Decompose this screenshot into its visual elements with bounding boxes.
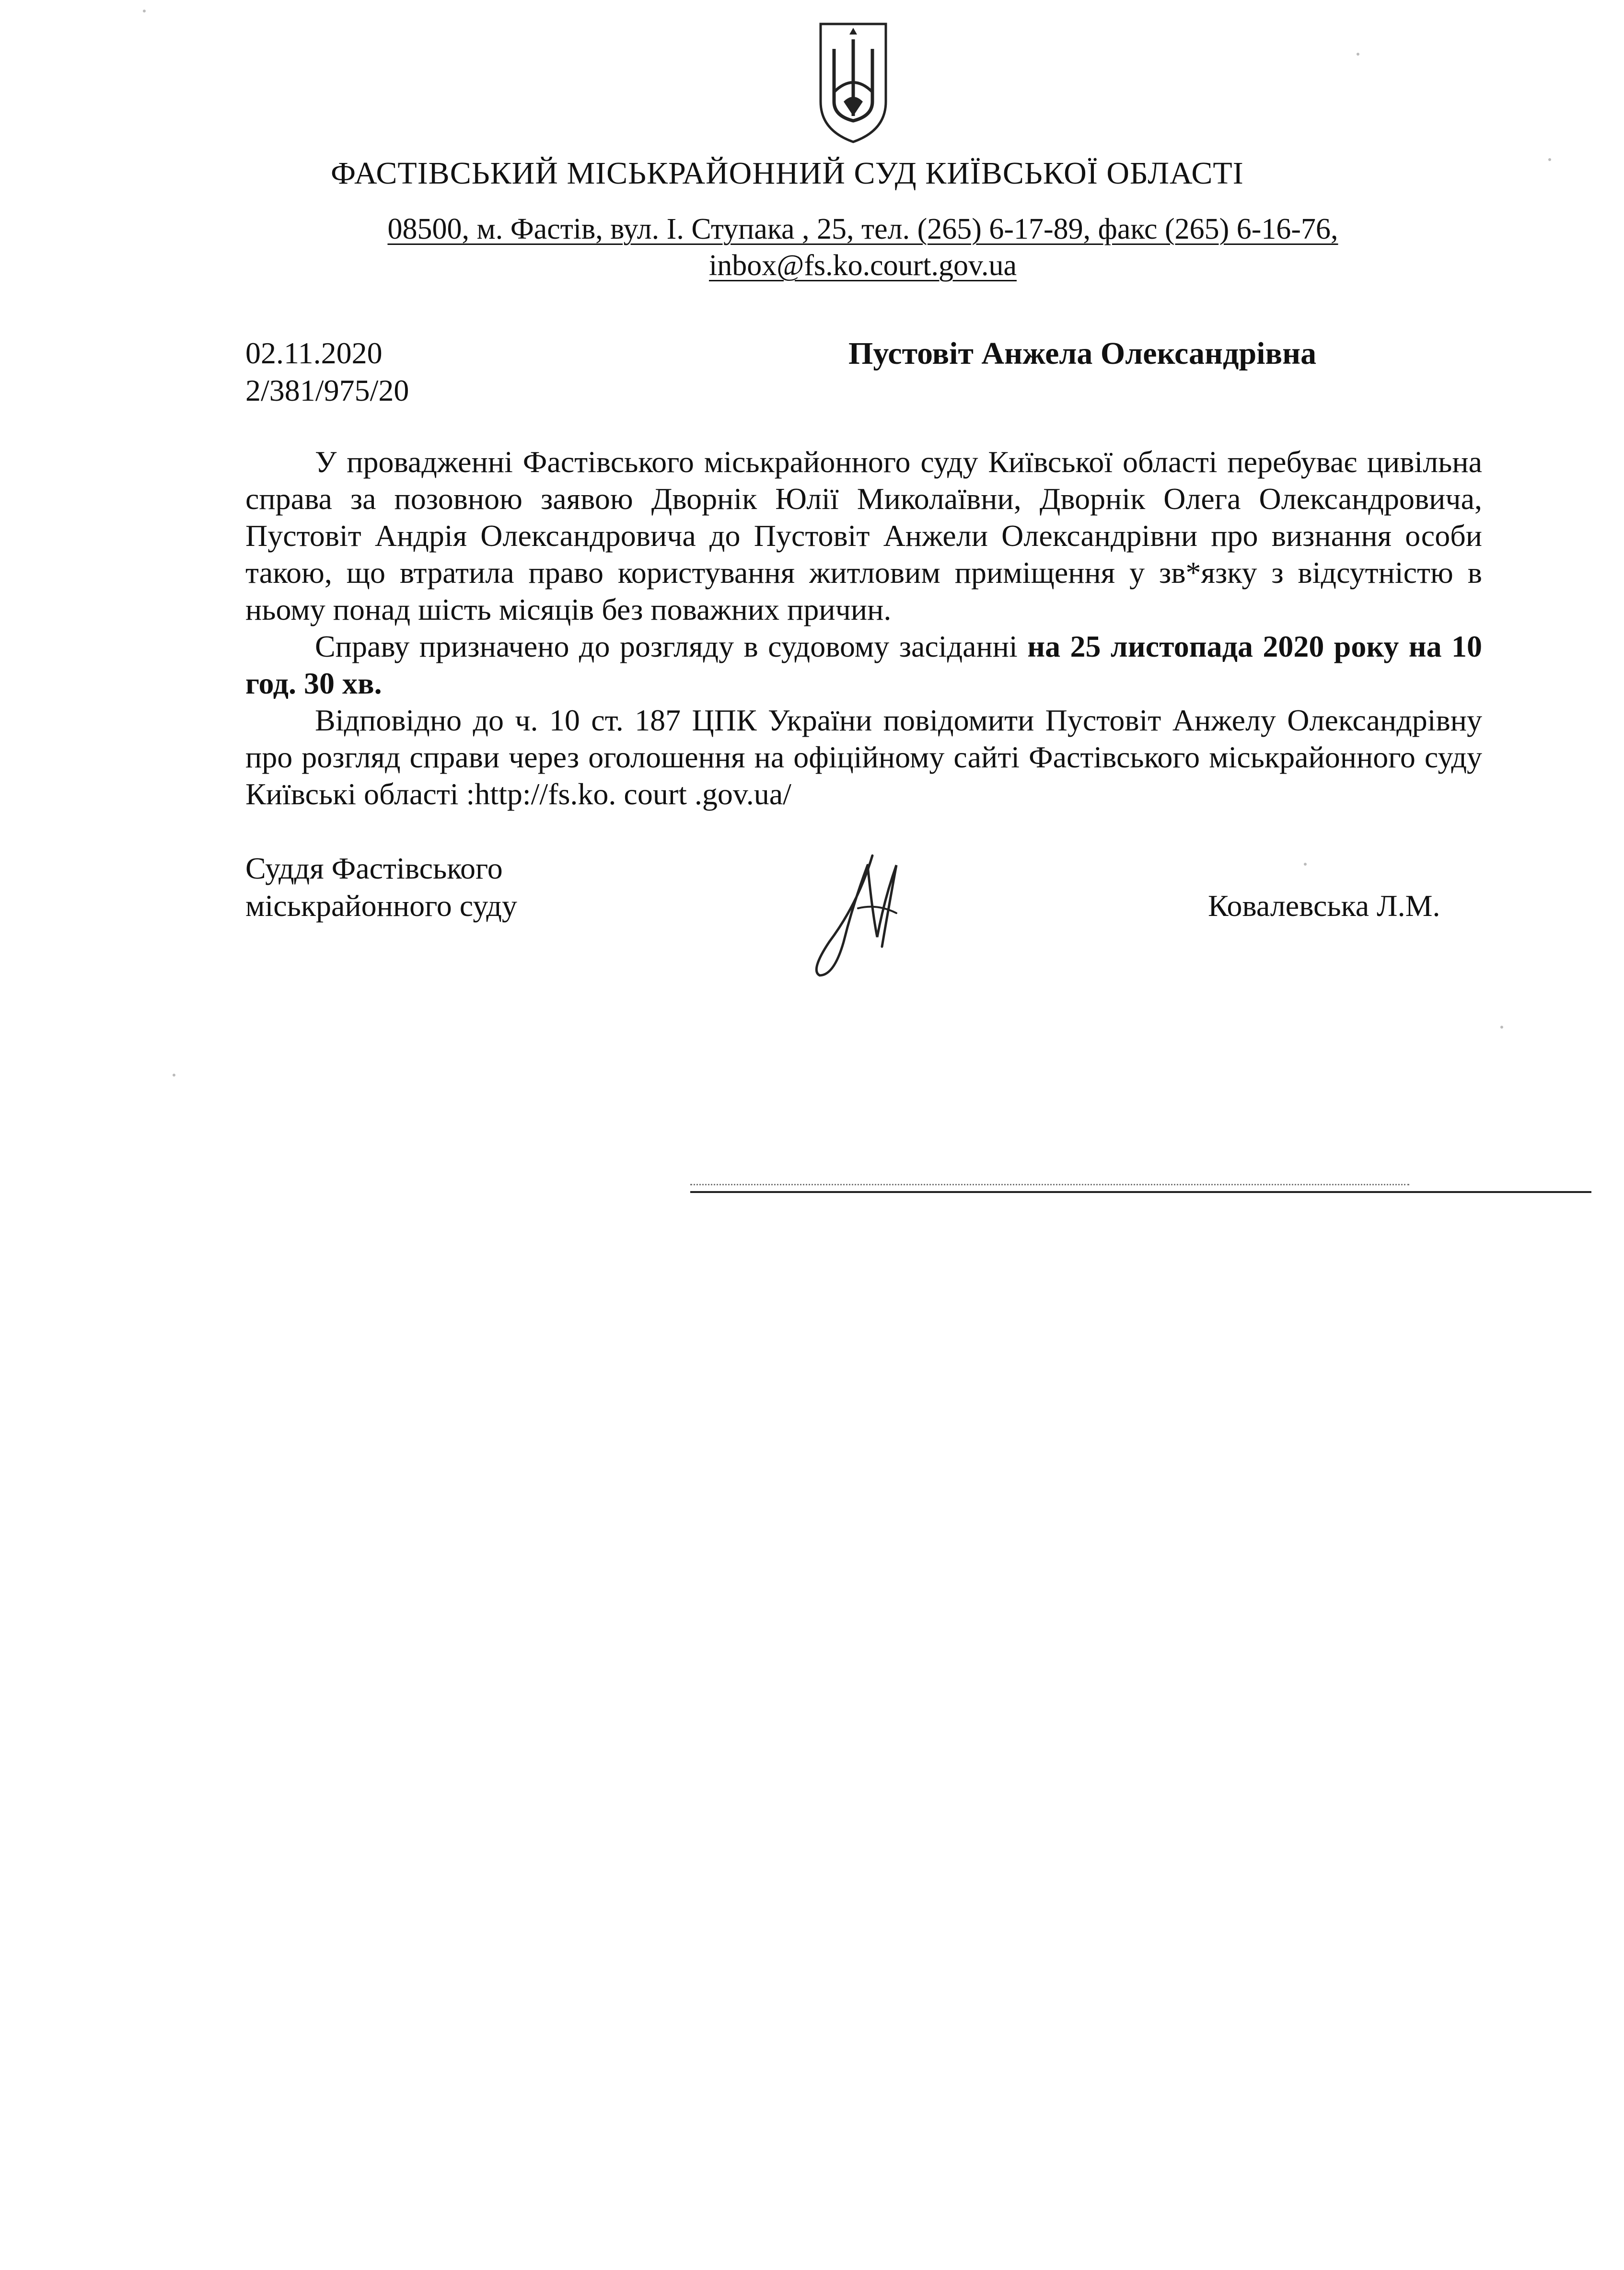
scan-speck [143, 10, 146, 12]
footer-rule [690, 1191, 1591, 1193]
notice-body [245, 443, 1482, 812]
scan-speck [173, 1074, 175, 1077]
judge-name: Ковалевська Л.М. [1208, 889, 1440, 923]
court-address: 08500, м. Фастів, вул. І. Ступака , 25, тел. (265) 6-17-89, факс (265) 6-16-76, [387, 213, 1338, 245]
hearing-datetime: на 25 листопада 2020 року на 10 год. 30 хв. [245, 629, 1482, 700]
handwritten-signature [800, 846, 925, 980]
addressee-name: Пустовіт Анжела Олександрівна [848, 336, 1317, 371]
paragraph-case-description: У провадженні Фастівського міськрайонного суду Київської області перебуває цивільна справа за позовною заявою Дворнік Юлії Миколаївни, Дворнік Олега Олександровича, Пустовіт Андрія Олександровича до Пустовіт Анжели Олександрівни про визнання особи такою, що втратила право користування житловим приміщення у зв*язку з відсутністю в ньому понад шість місяців без поважних причин. [245, 445, 1482, 626]
document-date: 02.11.2020 [245, 336, 383, 370]
case-number: 2/381/975/20 [245, 373, 409, 407]
scan-speck [1500, 1026, 1503, 1029]
judge-title-line-2: міськрайонного суду [245, 889, 517, 923]
hearing-intro: Справу призначено до розгляду в судовому засіданні [315, 629, 1028, 663]
coat-of-arms-emblem [815, 20, 892, 146]
scan-speck [1548, 158, 1551, 161]
paragraph-hearing-date [245, 628, 1482, 702]
scan-speck [1304, 863, 1307, 866]
court-email: inbox@fs.ko.court.gov.ua [709, 249, 1017, 282]
judge-title-line-1: Суддя Фастівського [245, 851, 503, 885]
scan-speck [1357, 53, 1359, 56]
court-name: ФАСТІВСЬКИЙ МІСЬКРАЙОННИЙ СУД КИЇВСЬКОЇ ОБЛАСТІ [331, 156, 1244, 191]
paragraph-notification: Відповідно до ч. 10 ст. 187 ЦПК України повідомити Пустовіт Анжелу Олександрівну про розгляд справи через оголошення на офіційному сайті Фастівського міськрайонного суду Київські області :http://fs.ko. court .gov.ua/ [245, 703, 1482, 811]
footer-dotted-line [690, 1184, 1409, 1185]
court-contacts [336, 211, 1390, 284]
